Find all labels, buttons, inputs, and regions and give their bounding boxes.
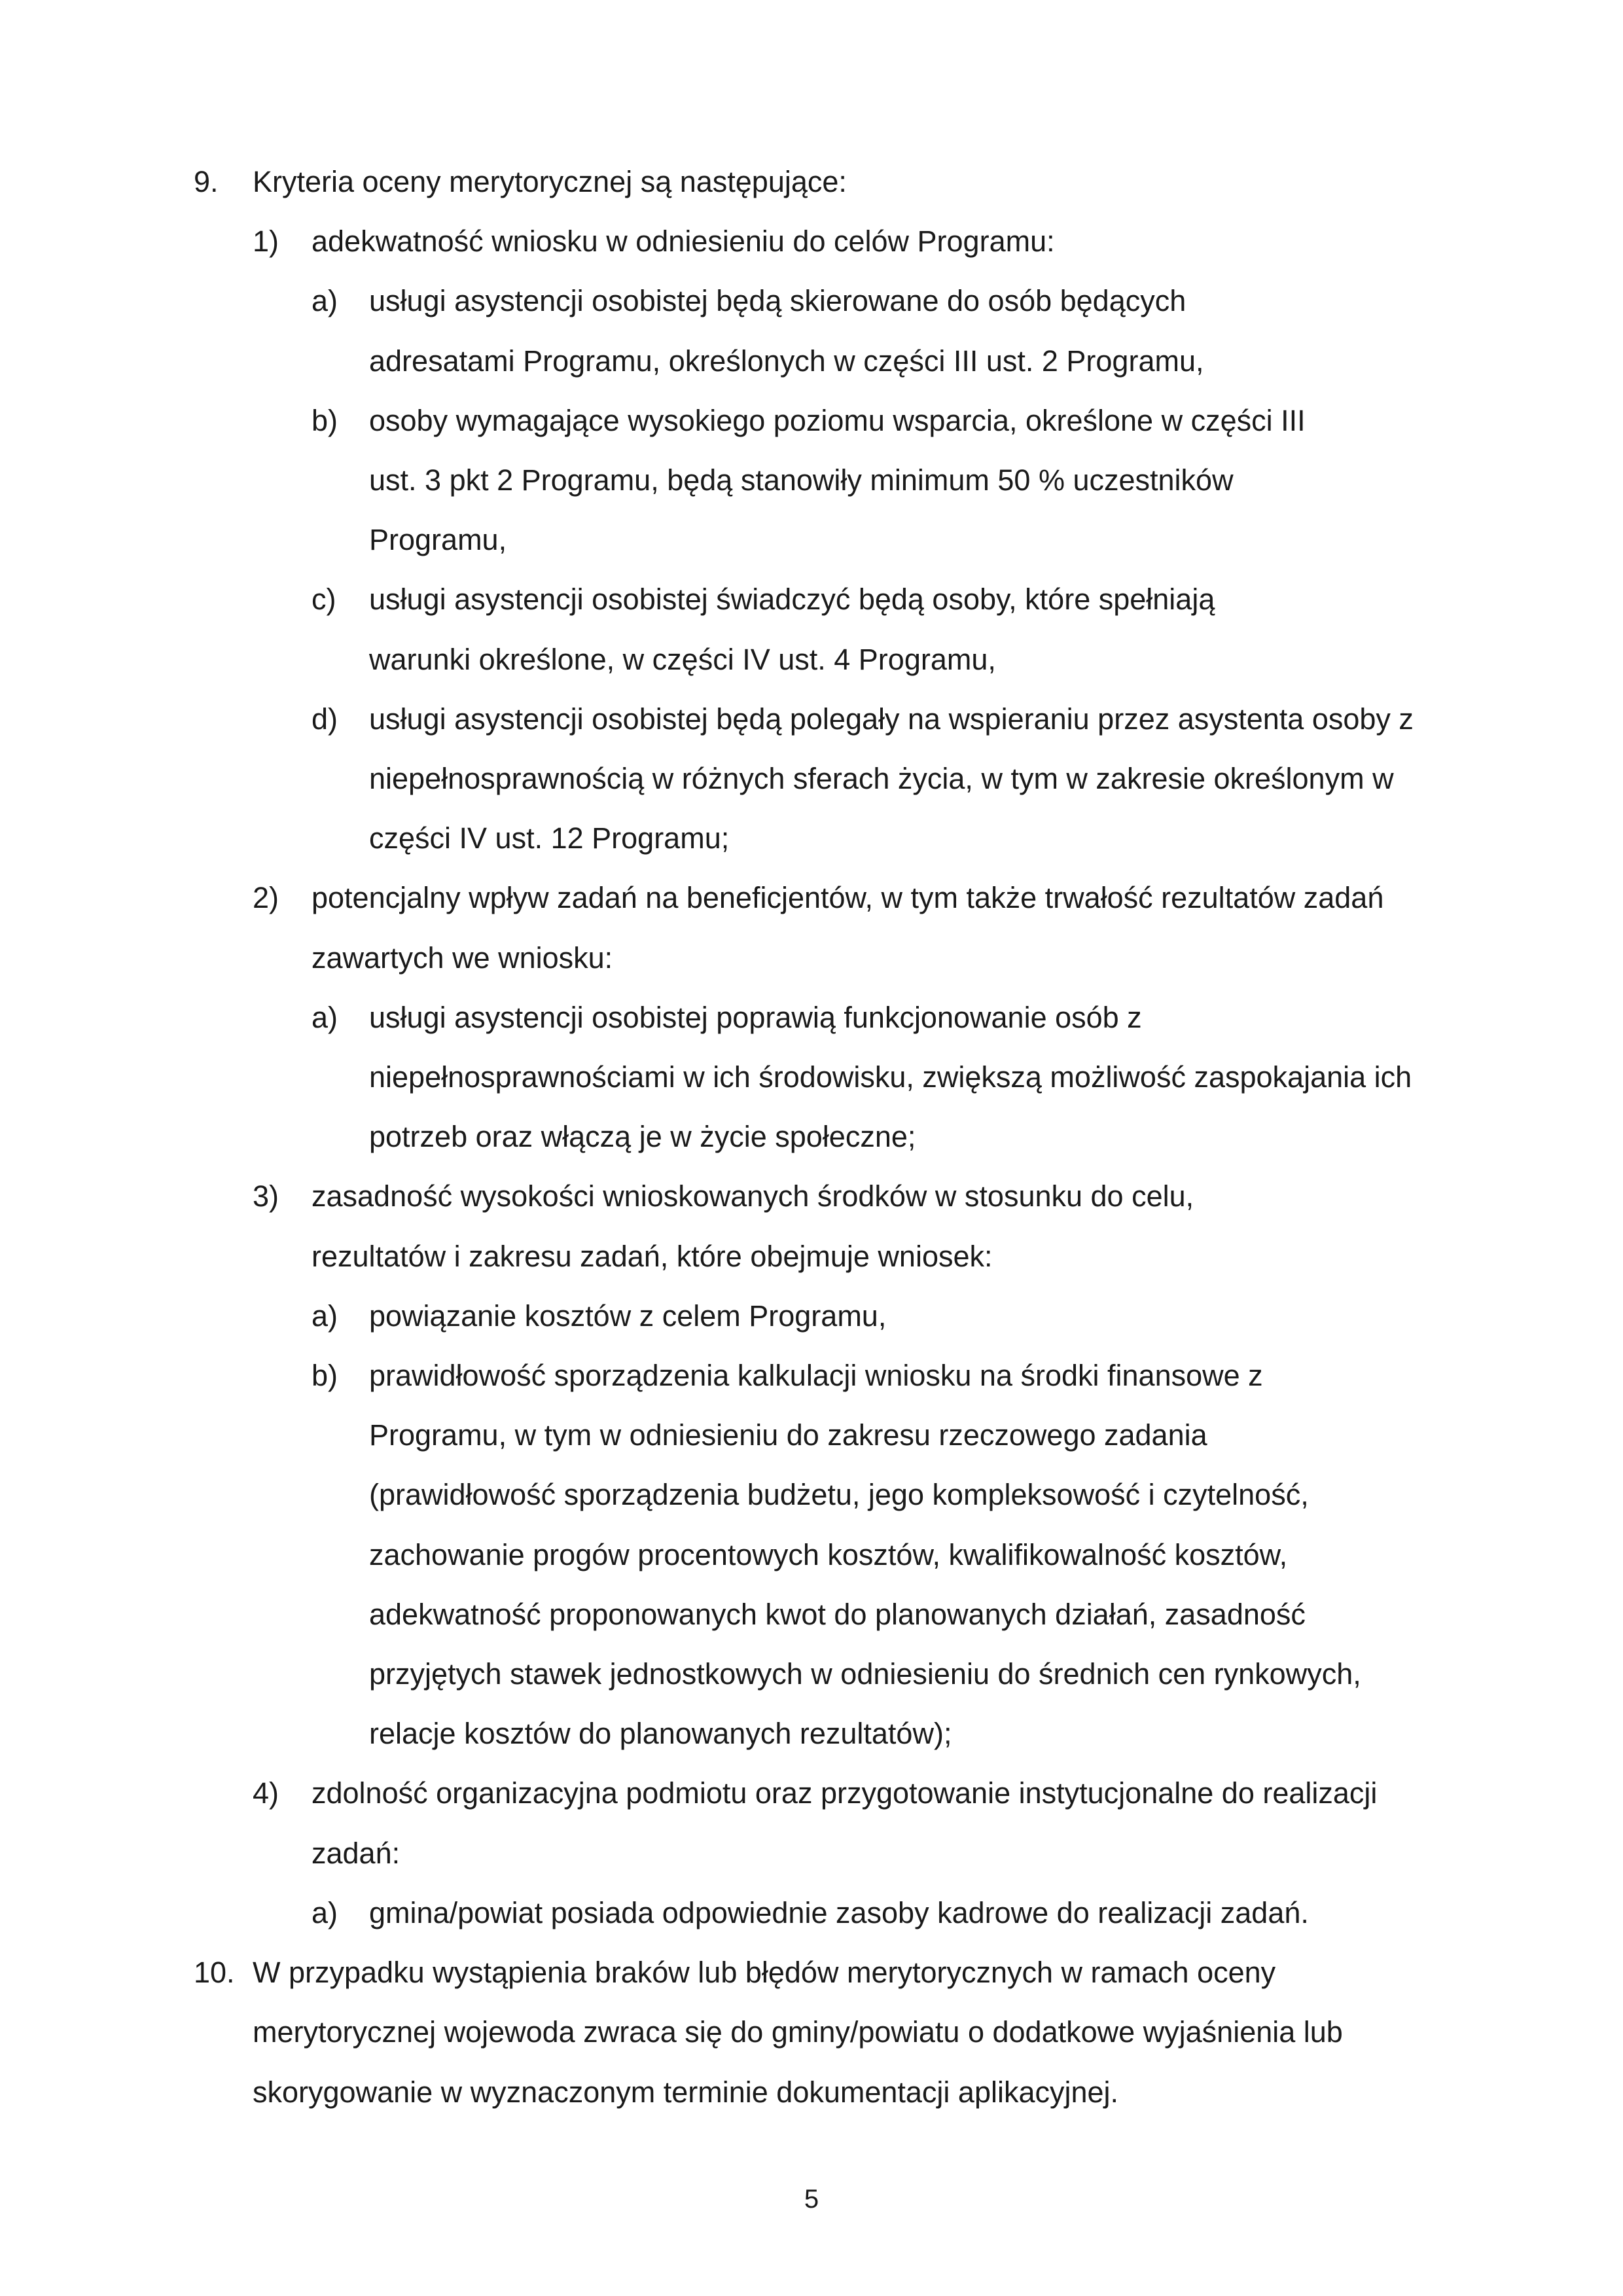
list-item-text: zasadność wysokości wnioskowanych środków w stosunku do celu, rezultatów i zakresu zadań, które obejmuje wniosek: bbox=[312, 1179, 1194, 1273]
list-item-text: powiązanie kosztów z celem Programu, bbox=[369, 1299, 887, 1333]
list-marker: 4) bbox=[253, 1776, 279, 1810]
list-marker: b) bbox=[312, 1359, 338, 1393]
sub-item-4 bbox=[253, 1763, 1463, 1943]
list-item-text: W przypadku wystąpienia braków lub błędów merytorycznych w ramach oceny merytorycznej wojewoda zwraca się do gminy/powiatu o dodatkowe wyjaśnienia lub skorygowanie w wyznaczonym terminie dokumentacji aplikacyjnej. bbox=[253, 1956, 1343, 2109]
sub-sub-item-b bbox=[312, 1346, 1463, 1763]
list-item-9 bbox=[194, 152, 1463, 1943]
list-marker: d) bbox=[312, 702, 338, 736]
sub-sub-item-c bbox=[312, 569, 1463, 689]
list-item-text: Kryteria oceny merytorycznej są następujące: bbox=[253, 165, 847, 198]
list-item-text: potencjalny wpływ zadań na beneficjentów, w tym także trwałość rezultatów zadań zawartych we wniosku: bbox=[312, 881, 1384, 975]
list-item-text: zdolność organizacyjna podmiotu oraz przygotowanie instytucjonalne do realizacji zadań: bbox=[312, 1776, 1378, 1870]
page-content bbox=[194, 152, 1463, 2122]
sub-item-2 bbox=[253, 868, 1463, 1166]
sub-sub-item-a bbox=[312, 1286, 1463, 1346]
list-item-text: prawidłowość sporządzenia kalkulacji wniosku na środki finansowe z Programu, w tym w odniesieniu do zakresu rzeczowego zadania (prawidłowość sporządzenia budżetu, jego kompleksowość i czytelność, zachowanie progów procentowych kosztów, kwalifikowalność kosztów, adekwatność proponowanych kwot do planowanych działań, zasadność przyjętych stawek jednostkowych w odniesieniu do średnich cen rynkowych, relacje kosztów do planowanych rezultatów); bbox=[369, 1359, 1361, 1751]
list-item-text: adekwatność wniosku w odniesieniu do celów Programu: bbox=[312, 224, 1055, 259]
sub-sub-item-b bbox=[312, 391, 1463, 570]
list-item-text: osoby wymagające wysokiego poziomu wsparcia, określone w części III ust. 3 pkt 2 Programu, będą stanowiły minimum 50 % uczestników Programu, bbox=[369, 403, 1306, 557]
list-marker: a) bbox=[312, 1000, 338, 1034]
list-item-text: gmina/powiat posiada odpowiednie zasoby kadrowe do realizacji zadań. bbox=[369, 1895, 1309, 1929]
list-marker: a) bbox=[312, 1299, 338, 1333]
list-item-text: usługi asystencji osobistej będą polegały na wspieraniu przez asystenta osoby z niepełnosprawnością w różnych sferach życia, w tym w zakresie określonym w części IV ust. 12 Programu; bbox=[369, 702, 1414, 855]
list-item-10 bbox=[194, 1943, 1463, 2122]
list-marker: 3) bbox=[253, 1179, 279, 1213]
sub-sub-item-a bbox=[312, 1883, 1463, 1943]
list-marker: 9. bbox=[194, 165, 219, 198]
list-marker: 1) bbox=[253, 224, 279, 259]
sub-sub-item-a bbox=[312, 271, 1463, 390]
page-number: 5 bbox=[804, 2185, 819, 2214]
list-item-text: usługi asystencji osobistej poprawią funkcjonowanie osób z niepełnosprawnościami w ich środowisku, zwiększą możliwość zaspokajania ich potrzeb oraz włączą je w życie społeczne; bbox=[369, 1000, 1412, 1154]
list-marker: 10. bbox=[194, 1956, 235, 1990]
list-marker: 2) bbox=[253, 881, 279, 915]
sub-item-1 bbox=[253, 211, 1463, 868]
list-marker: c) bbox=[312, 583, 336, 617]
sub-sub-item-d bbox=[312, 689, 1463, 869]
sub-item-3 bbox=[253, 1166, 1463, 1763]
list-marker: a) bbox=[312, 1895, 338, 1929]
list-marker: b) bbox=[312, 403, 338, 437]
list-item-text: usługi asystencji osobistej świadczyć będą osoby, które spełniają warunki określone, w części IV ust. 4 Programu, bbox=[369, 583, 1215, 676]
list-item-text: usługi asystencji osobistej będą skierowane do osób będących adresatami Programu, określonych w części III ust. 2 Programu, bbox=[369, 284, 1204, 378]
sub-sub-item-a bbox=[312, 988, 1463, 1167]
list-marker: a) bbox=[312, 284, 338, 318]
